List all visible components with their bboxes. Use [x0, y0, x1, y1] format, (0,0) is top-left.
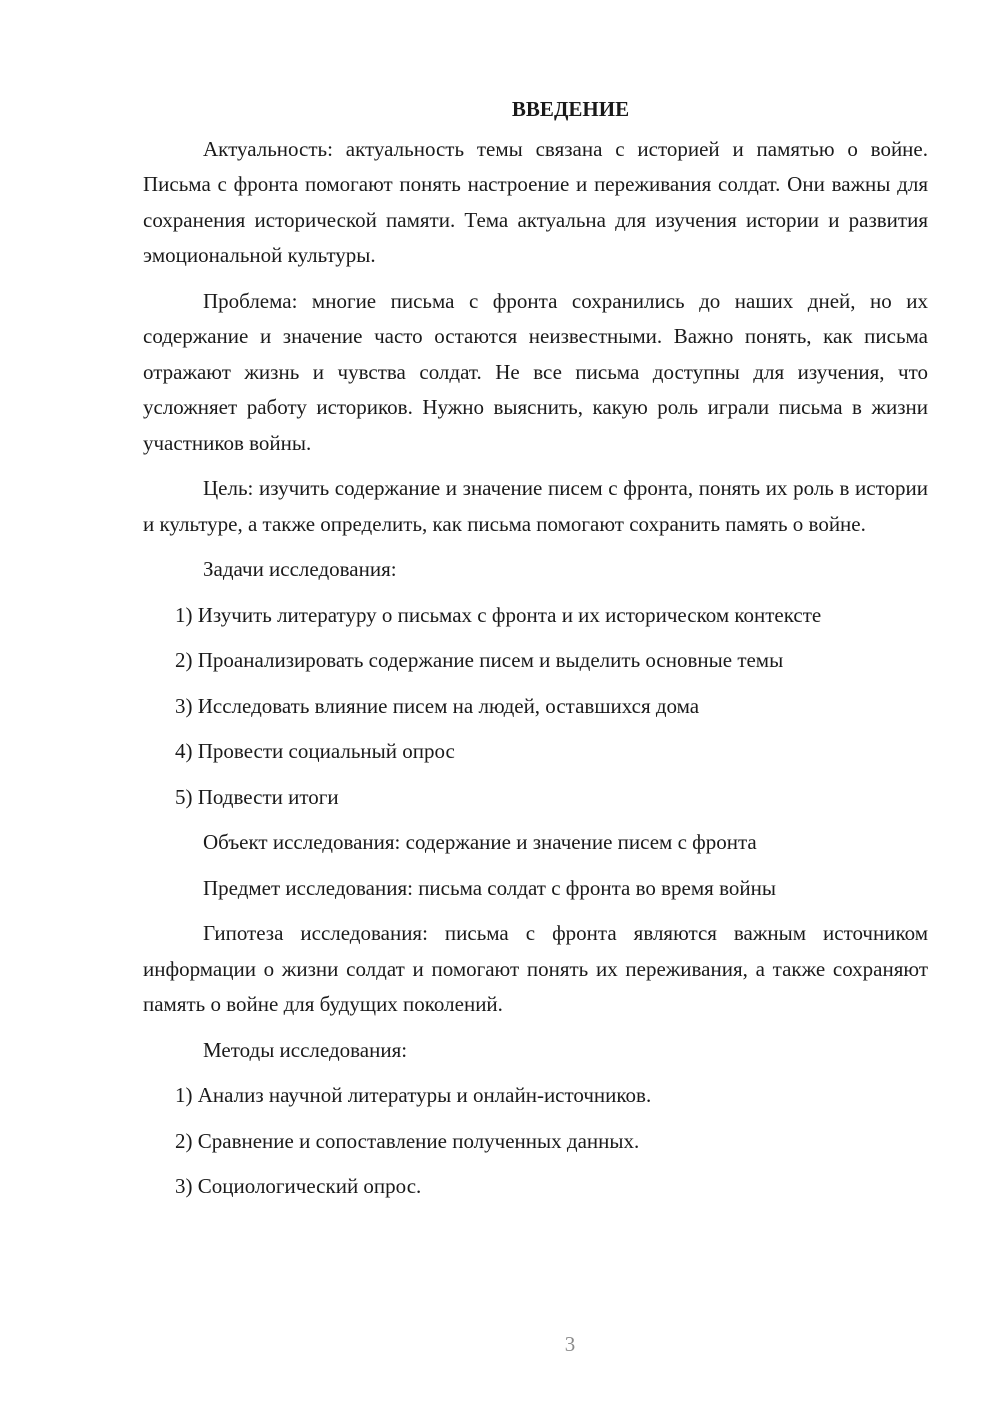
goal-paragraph: Цель: изучить содержание и значение писем с фронта, понять их роль в истории и культуре, а также определить, как письма помогают сохранить память о войне. [143, 476, 928, 536]
task-item: 4) Провести социальный опрос [175, 739, 455, 763]
research-subject: Предмет исследования: письма солдат с фронта во время войны [203, 875, 776, 900]
task-item: 2) Проанализировать содержание писем и выделить основные темы [175, 648, 784, 672]
methods-heading: Методы исследования: [203, 1037, 408, 1062]
task-item: 3) Исследовать влияние писем на людей, оставшихся дома [175, 693, 700, 718]
hypothesis-paragraph: Гипотеза исследования: письма с фронта являются важным источником информации о жизни солдат и помогают понять их переживания, а также сохраняют память о войне для будущих поколений. [143, 921, 928, 1016]
page-number: 3 [564, 1332, 576, 1356]
task-item: 1) Изучить литературу о письмах с фронта и их историческом контексте [175, 602, 822, 627]
problem-paragraph: Проблема: многие письма с фронта сохранились до наших дней, но их содержание и значение часто остаются неизвестными. Важно понять, как письма отражают жизнь и чувства солдат. Не все письма доступны для изучения, что усложняет работу историков. Нужно выяснить, какую роль играли письма в жизни участников войны. [143, 288, 928, 455]
document-page [143, 92, 928, 1215]
relevance-paragraph: Актуальность: актуальность темы связана с историей и памятью о войне. Письма с фронта помогают понять настроение и переживания солдат. Они важны для сохранения исторической памяти. Тема актуальна для изучения истории и развития эмоциональной культуры. [143, 136, 928, 267]
page-title: ВВЕДЕНИЕ [511, 97, 630, 121]
task-item: 5) Подвести итоги [175, 784, 339, 809]
research-object: Объект исследования: содержание и значение писем с фронта [203, 830, 757, 854]
method-item: 3) Социологический опрос. [175, 1174, 422, 1198]
method-item: 2) Сравнение и сопоставление полученных данных. [175, 1128, 640, 1153]
tasks-heading: Задачи исследования: [203, 557, 397, 581]
method-item: 1) Анализ научной литературы и онлайн-источников. [175, 1083, 652, 1107]
